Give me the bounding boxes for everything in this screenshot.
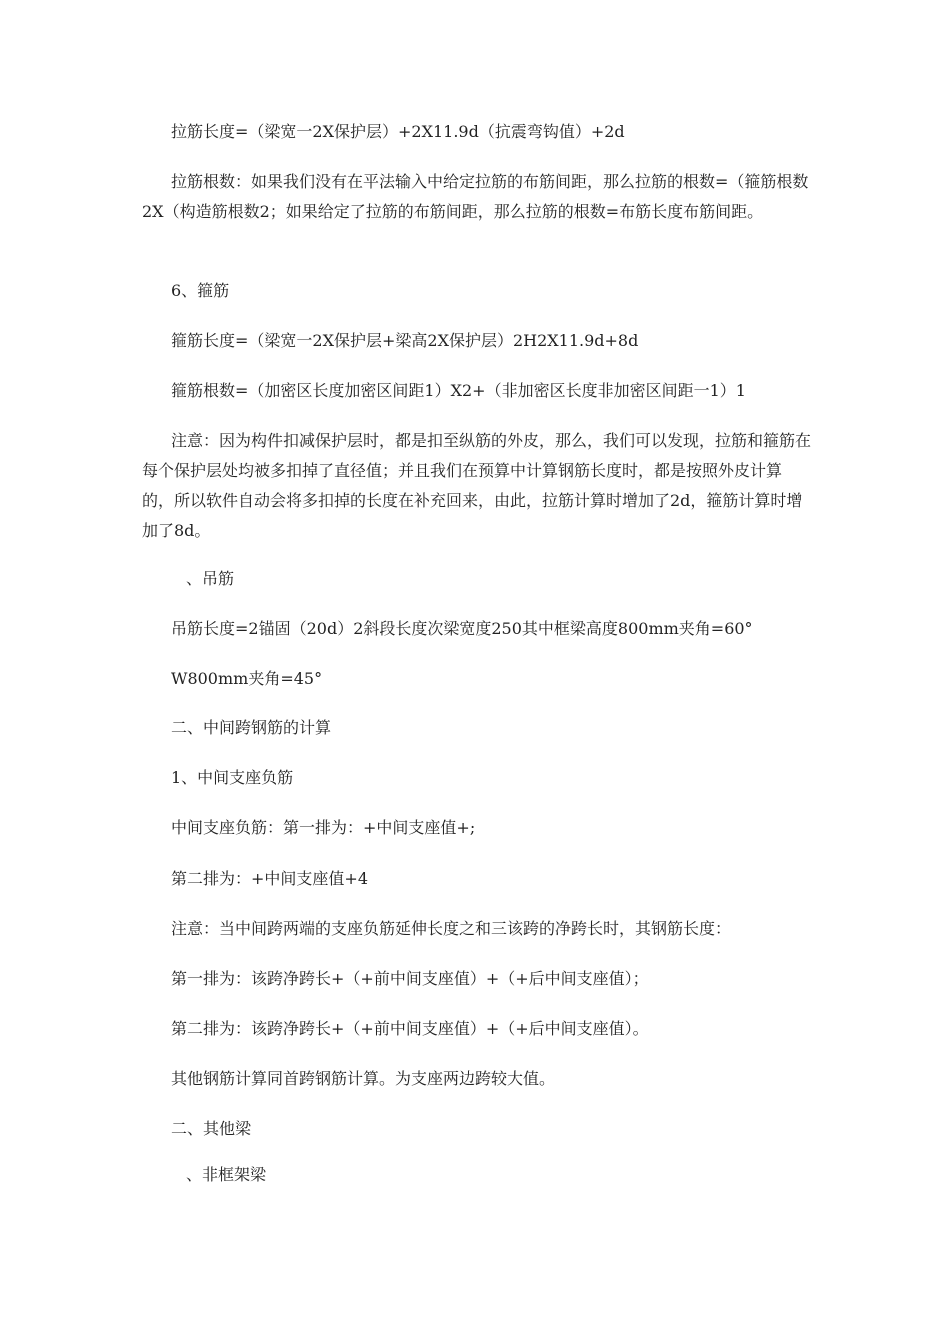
other-bars-note: 其他钢筋计算同首跨钢筋计算。为支座两边跨较大值。	[171, 1069, 556, 1088]
tie-bar-length-formula: 拉筋长度=（梁宽一2X保护层）+2X11.9d（抗震弯钩值）+2d	[171, 122, 625, 141]
hanger-bar-angle-note: W800mm夹角=45°	[171, 669, 323, 688]
section-heading-other-beams: 二、其他梁	[171, 1119, 252, 1138]
middle-support-first-row: 中间支座负筋：第一排为：+中间支座值+;	[171, 818, 476, 837]
subheading-non-frame-beam: 、非框架梁	[186, 1165, 267, 1184]
stirrup-count-formula: 箍筋根数=（加密区长度加密区间距1）X2+（非加密区长度非加密区间距一1）1	[171, 381, 746, 400]
section-heading-stirrup: 6、箍筋	[171, 281, 230, 300]
subheading-middle-support-bar: 1、中间支座负筋	[171, 768, 294, 787]
section-heading-middle-span: 二、中间跨钢筋的计算	[171, 718, 332, 737]
stirrup-length-formula: 箍筋长度=（梁宽一2X保护层+梁高2X保护层）2H2X11.9d+8d	[171, 331, 639, 350]
middle-support-second-row: 第二排为：+中间支座值+4	[171, 869, 368, 888]
note-paragraph-cover: 注意：因为构件扣减保护层时，都是扣至纵筋的外皮，那么，我们可以发现，拉筋和箍筋在每个保护层处均被多扣掉了直径值；并且我们在预算中计算钢筋长度时，都是按照外皮计算的，所以软件自动会将多扣掉的长度在补充回来，由此，拉筋计算时增加了2d，箍筋计算时增加了8d。	[142, 431, 812, 540]
second-row-length: 第二排为：该跨净跨长+（+前中间支座值）+（+后中间支座值）。	[171, 1019, 649, 1038]
hanger-bar-length-formula: 吊筋长度=2锚固（20d）2斜段长度次梁宽度250其中框梁高度800mm夹角=60°	[171, 619, 753, 638]
section-heading-hanger-bar: 、吊筋	[186, 569, 235, 588]
note-paragraph-middle-span: 注意：当中间跨两端的支座负筋延伸长度之和三该跨的净跨长时，其钢筋长度：	[171, 919, 732, 938]
tie-bar-count-paragraph: 拉筋根数：如果我们没有在平法输入中给定拉筋的布筋间距，那么拉筋的根数=（箍筋根数2X（构造筋根数2；如果给定了拉筋的布筋间距，那么拉筋的根数=布筋长度布筋间距。	[142, 172, 809, 221]
first-row-length: 第一排为：该跨净跨长+（+前中间支座值）+（+后中间支座值）；	[171, 969, 649, 988]
